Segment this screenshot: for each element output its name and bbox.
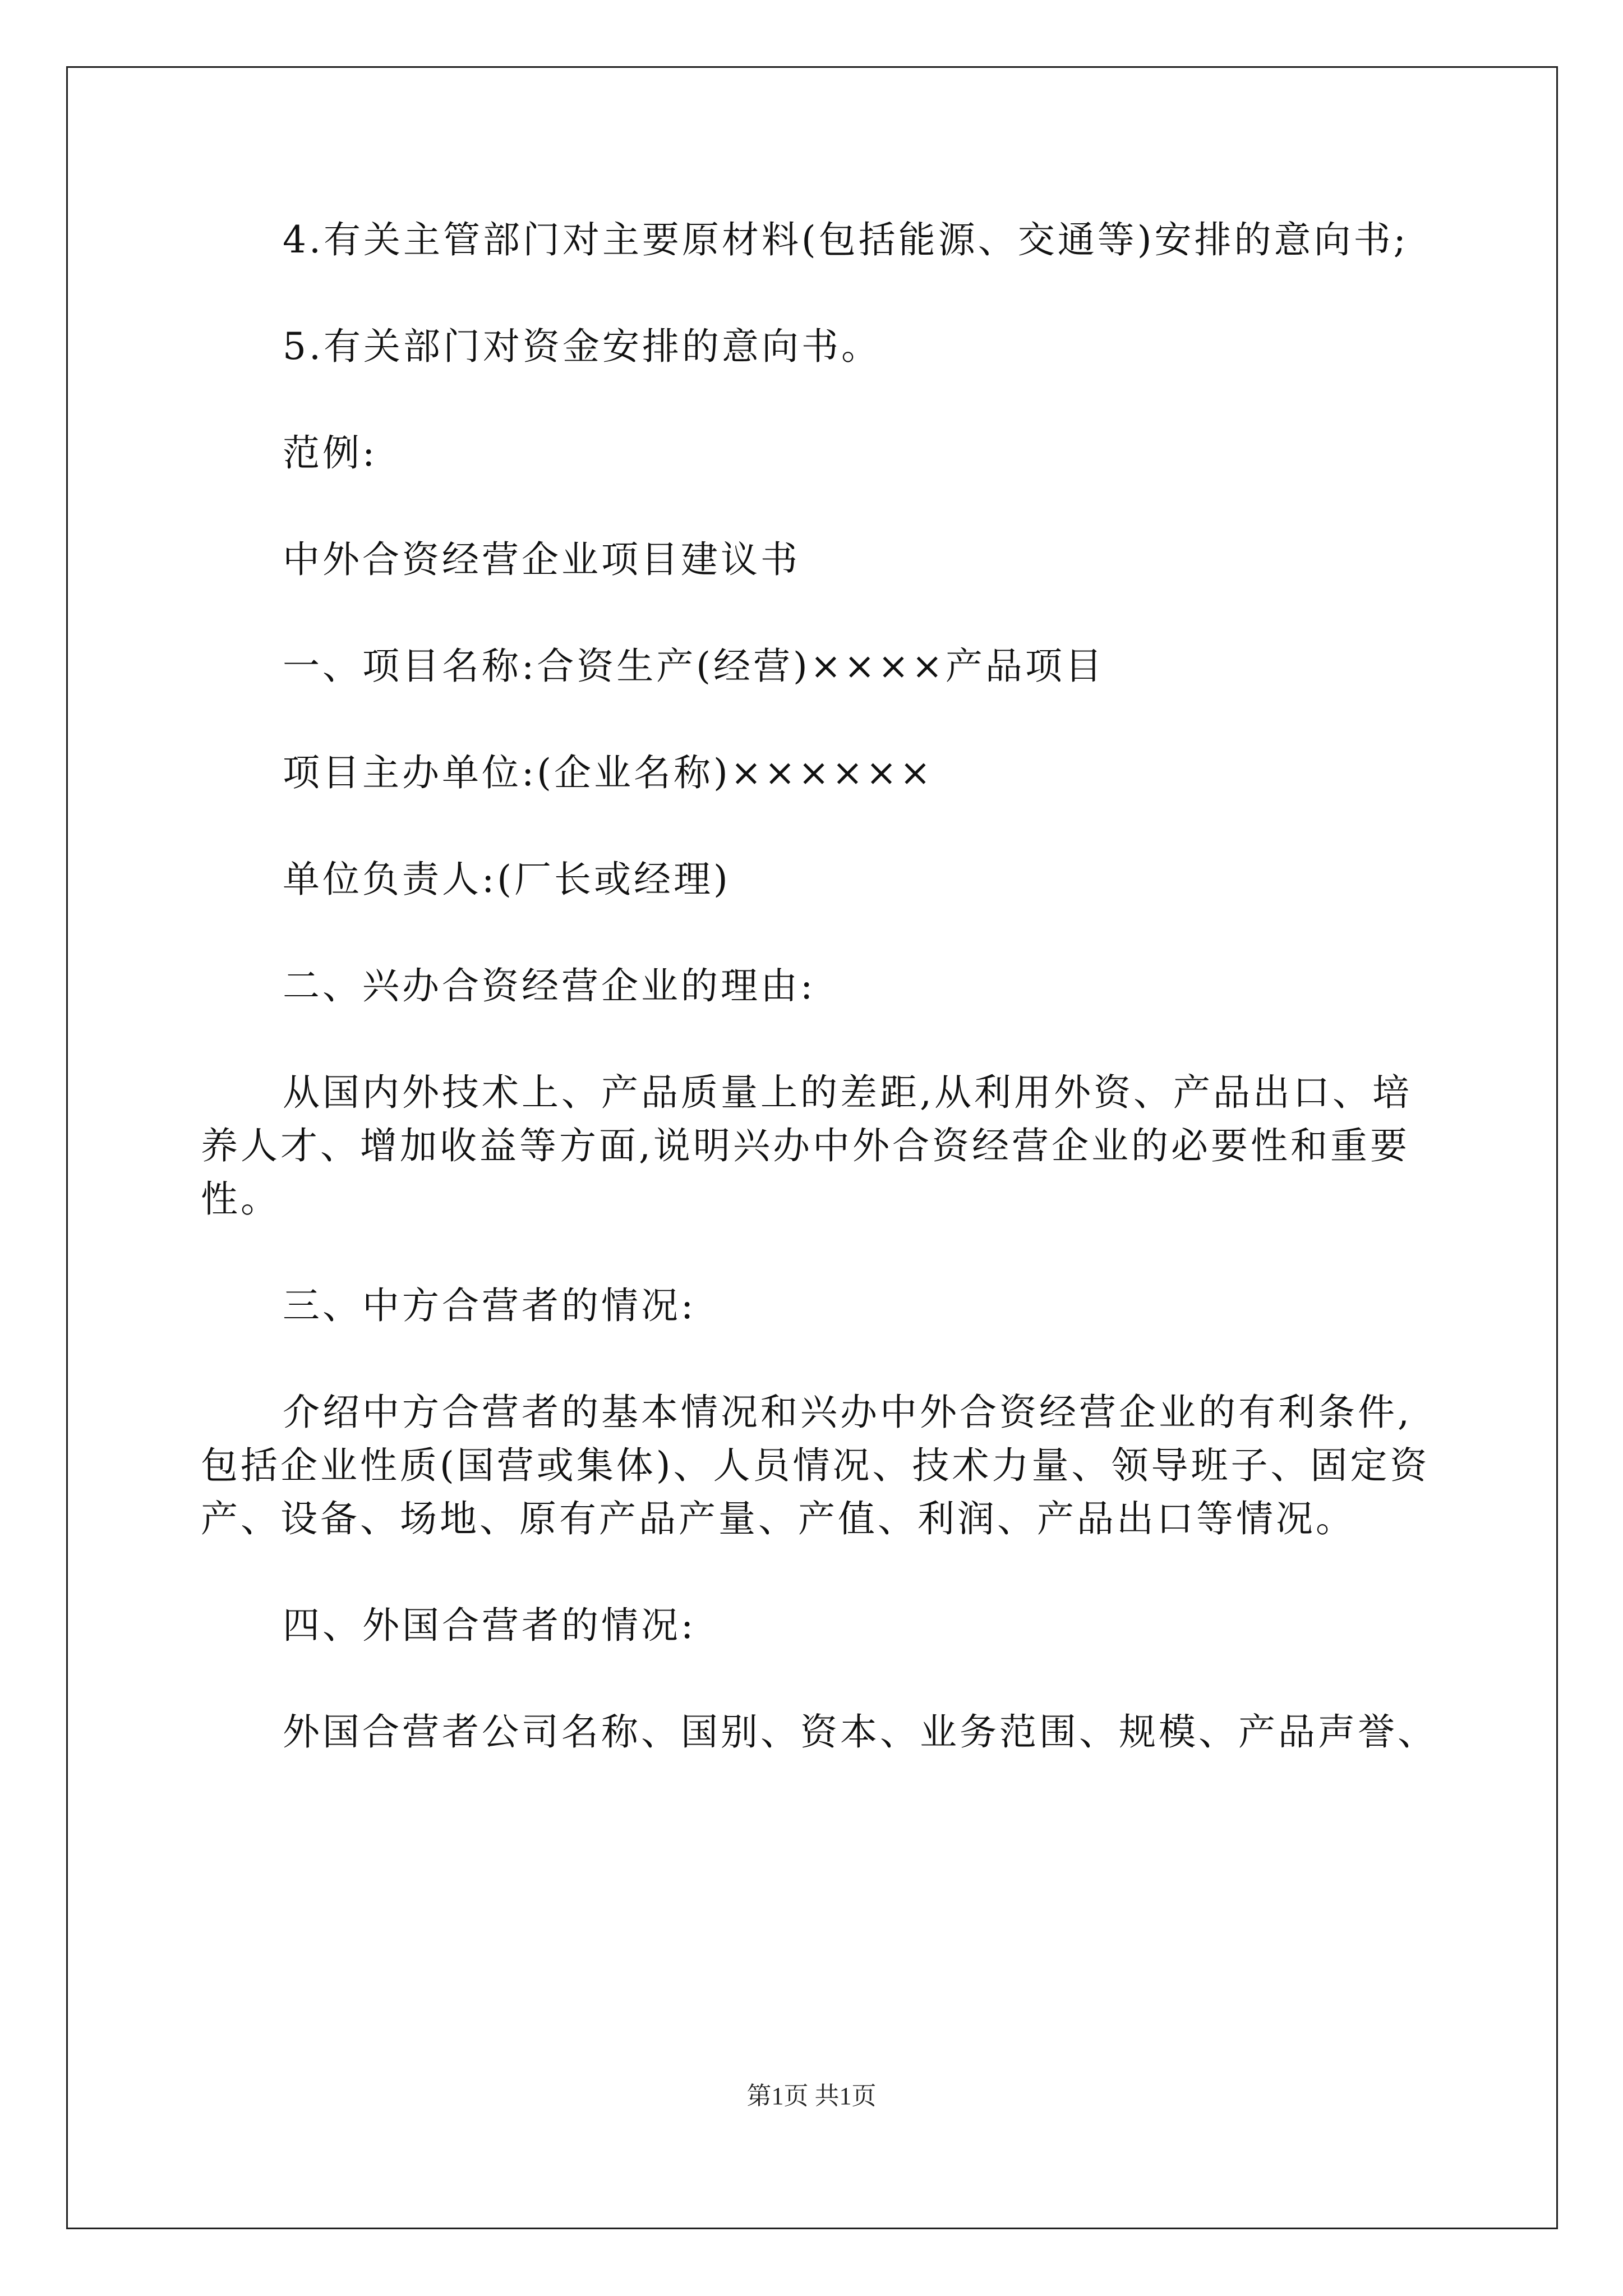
section-heading: 三、中方合营者的情况:: [283, 1284, 697, 1327]
paragraph: 中外合资经营企业项目建议书: [283, 538, 800, 581]
paragraph: 外国合营者公司名称、国别、资本、业务范围、规模、产品声誉、: [283, 1710, 1437, 1754]
paragraph: 一、项目名称:合资生产(经营)××××产品项目: [283, 645, 1105, 688]
document-body: [201, 213, 1451, 1812]
paragraph: 项目主办单位:(企业名称)××××××: [283, 751, 934, 794]
section-heading: 二、兴办合资经营企业的理由:: [283, 964, 816, 1007]
section-heading: 四、外国合营者的情况:: [283, 1604, 697, 1647]
paragraph: 从国内外技术上、产品质量上的差距,从利用外资、产品出口、培养人才、增加收益等方面,说明兴办中外合资经营企业的必要性和重要性。: [201, 1071, 1412, 1221]
paragraph: 单位负责人:(厂长或经理): [283, 858, 731, 901]
paragraph: 范例:: [283, 431, 378, 475]
paragraph: 5.有关部门对资金安排的意向书。: [283, 325, 881, 368]
paragraph: 介绍中方合营者的基本情况和兴办中外合资经营企业的有利条件,包括企业性质(国营或集体)、人员情况、技术力量、领导班子、固定资产、设备、场地、原有产品产量、产值、利润、产品出口等情况。: [201, 1391, 1430, 1540]
paragraph: 4.有关主管部门对主要原材料(包括能源、交通等)安排的意向书;: [283, 218, 1409, 261]
page-footer: 第1页 共1页: [746, 2082, 877, 2110]
